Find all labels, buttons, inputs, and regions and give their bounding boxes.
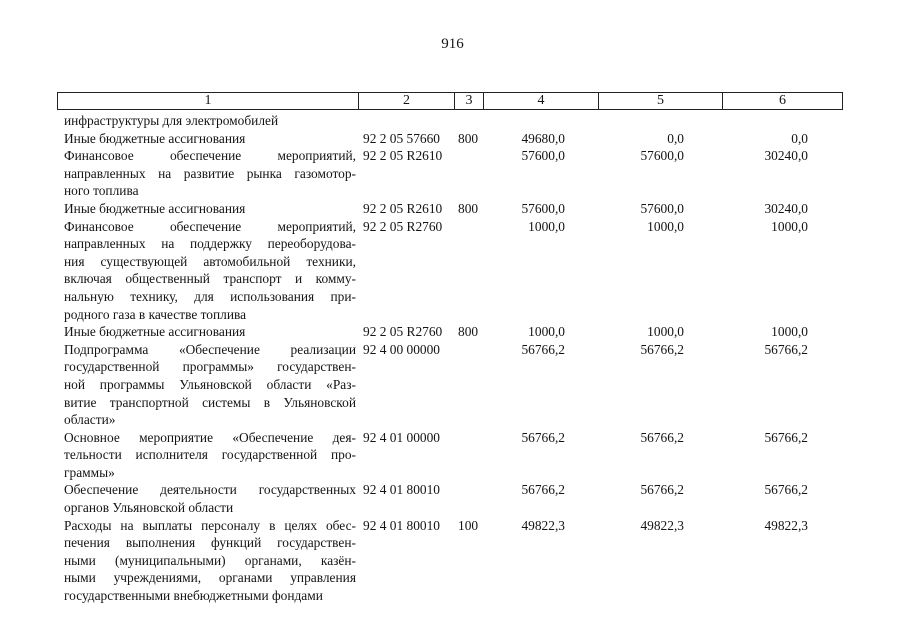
description-line: печения выполнения функций государствен- [64,535,356,551]
description-line: направленных на развитие рынка газомотор- [64,165,356,181]
header-col-5: 5 [657,93,664,108]
row-description [64,481,356,516]
expense-type: 800 [458,130,479,146]
row-description [64,517,356,605]
amount-col-6: 56766,2 [764,341,808,357]
target-code: 92 2 05 R2760 [363,324,443,340]
description-line: граммы» [64,464,115,480]
table-row [0,218,905,324]
row-description [64,429,356,482]
table-row [0,429,905,482]
amount-col-5: 57600,0 [640,148,684,164]
header-col-4: 4 [537,93,545,108]
target-code: 92 4 01 80010 [363,482,440,498]
table-row [0,517,905,605]
description-line: области» [64,412,116,428]
row-description [64,341,356,429]
table-row [0,130,905,148]
table-row [0,200,905,218]
header-col-6: 6 [779,93,786,108]
header-col-2: 2 [403,93,410,108]
description-line: Расходы на выплаты персоналу в целях обес- [64,517,356,533]
amount-col-6: 0,0 [791,130,808,146]
description-line: государственной программы» государствен- [64,359,356,375]
description-line: Основное мероприятие «Обеспечение дея- [64,429,356,445]
description-line: инфраструктуры для электромобилей [64,113,279,128]
expense-type: 800 [458,324,479,340]
description-line: органов Ульяновской области [64,500,234,516]
amount-col-4: 56766,2 [521,341,565,357]
table-row [0,147,905,200]
table-row [0,112,905,130]
row-description [64,218,356,324]
table-row [0,323,905,341]
amount-col-5: 56766,2 [640,341,684,357]
description-line: ными (муниципальными) органами, казён- [64,552,356,568]
table-header-row [57,92,843,110]
amount-col-4: 49680,0 [521,130,565,146]
amount-col-5: 57600,0 [640,200,684,216]
header-col-3: 3 [465,93,473,108]
amount-col-5: 49822,3 [640,517,684,533]
amount-col-6: 30240,0 [764,200,808,216]
amount-col-4: 56766,2 [521,482,565,498]
target-code: 92 4 01 80010 [363,517,440,533]
row-description [64,130,356,148]
row-description [64,200,356,218]
description-line: направленных на поддержку переоборудова- [64,236,356,252]
amount-col-5: 56766,2 [640,482,684,498]
amount-col-5: 56766,2 [640,429,684,445]
table-row [0,481,905,516]
table-row [0,341,905,429]
amount-col-4: 49822,3 [521,517,565,533]
amount-col-4: 57600,0 [521,148,565,164]
target-code: 92 2 05 R2610 [363,148,443,164]
header-col-1: 1 [204,93,212,108]
amount-col-5: 1000,0 [647,324,684,340]
target-code: 92 4 00 00000 [363,341,440,357]
description-line: включая общественный транспорт и комму- [64,271,356,287]
amount-col-6: 1000,0 [771,324,808,340]
description-line: Обеспечение деятельности государственных [64,482,356,498]
expense-type: 100 [458,517,479,533]
target-code: 92 2 05 57660 [363,130,440,146]
amount-col-6: 1000,0 [771,218,808,234]
amount-col-6: 56766,2 [764,482,808,498]
description-line: Финансовое обеспечение мероприятий, [64,218,356,234]
description-line: витие транспортной системы в Ульяновской [64,394,356,410]
amount-col-5: 0,0 [667,130,684,146]
description-line: государственными внебюджетными фондами [64,588,323,604]
description-line: Иные бюджетные ассигнования [64,200,246,216]
page-number: 916 [441,36,464,52]
description-line: Иные бюджетные ассигнования [64,130,246,146]
table-body [0,112,905,605]
description-line: Иные бюджетные ассигнования [64,324,246,340]
amount-col-4: 56766,2 [521,429,565,445]
description-line: родного газа в качестве топлива [64,306,247,322]
description-line: ния существующей автомобильной техники, [64,253,356,269]
expense-type: 800 [458,200,479,216]
target-code: 92 4 01 00000 [363,429,440,445]
row-description [64,147,356,200]
row-description [64,112,356,130]
target-code: 92 2 05 R2610 [363,200,443,216]
description-line: ного топлива [64,183,139,199]
amount-col-6: 49822,3 [764,517,808,533]
amount-col-6: 56766,2 [764,429,808,445]
description-line: ными учреждениями, органами управления [64,570,356,586]
description-line: нальную технику, для использования при- [64,288,356,304]
description-line: ной программы Ульяновской области «Раз- [64,376,356,392]
amount-col-4: 1000,0 [528,218,565,234]
description-line: Подпрограмма «Обеспечение реализации [64,341,356,357]
target-code: 92 2 05 R2760 [363,218,443,234]
amount-col-6: 30240,0 [764,148,808,164]
description-line: тельности исполнителя государственной про- [64,447,356,463]
amount-col-4: 1000,0 [528,324,565,340]
row-description [64,323,356,341]
description-line: Финансовое обеспечение мероприятий, [64,148,356,164]
amount-col-5: 1000,0 [647,218,684,234]
amount-col-4: 57600,0 [521,200,565,216]
